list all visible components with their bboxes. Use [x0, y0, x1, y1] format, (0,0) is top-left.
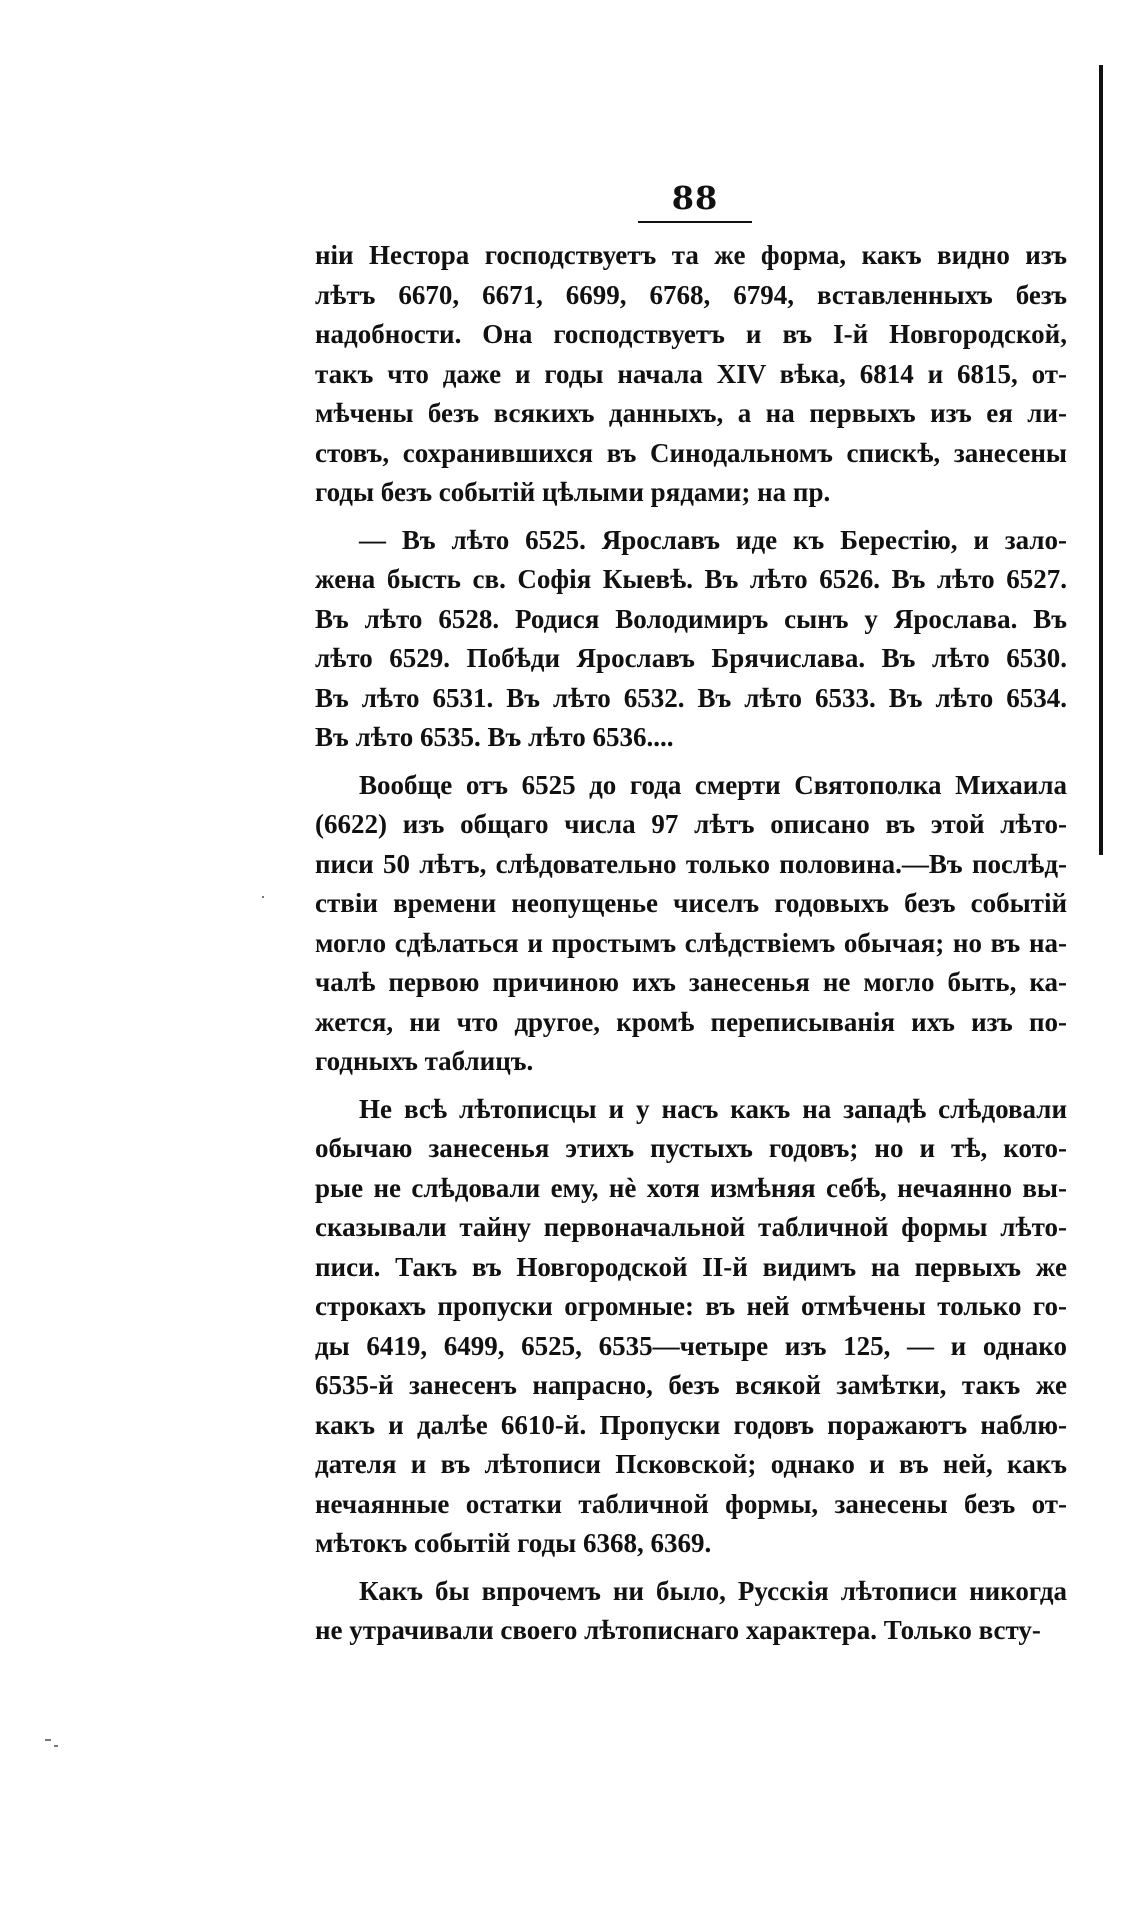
- text-line: чалѣ первою причиною ихъ занесенья не могло быть, ка-: [315, 967, 1067, 997]
- text-line: Въ лѣто 6535. Въ лѣто 6536....: [315, 722, 674, 752]
- text-line: мѣчены безъ всякихъ данныхъ, а на первыхъ изъ ея ли-: [315, 398, 1067, 428]
- text-line: стовъ, сохранившихся въ Синодальномъ спискѣ, занесены: [315, 437, 1067, 468]
- text-line: мѣтокъ событій годы 6368, 6369.: [315, 1528, 712, 1558]
- text-line: (6622) изъ общаго числа 97 лѣтъ описано въ этой лѣто-: [315, 809, 1067, 839]
- text-line: обычаю занесенья этихъ пустыхъ годовъ; но и тѣ, кото-: [315, 1133, 1067, 1163]
- paragraph: [315, 1572, 1067, 1651]
- page-number-rule: [638, 221, 752, 223]
- text-line: 6535-й занесенъ напрасно, безъ всякой замѣтки, такъ же: [315, 1370, 1067, 1400]
- scan-speck: [45, 1739, 51, 1741]
- paragraph: [315, 1090, 1067, 1564]
- text-line: Не всѣ лѣтописцы и у насъ какъ на западѣ слѣдовали: [359, 1093, 1067, 1124]
- page-number: 88: [671, 179, 719, 217]
- text-line: какъ и далѣе 6610-й. Пропуски годовъ поражаютъ наблю-: [315, 1409, 1067, 1440]
- paragraph: [315, 766, 1067, 1082]
- text-line: могло сдѣлаться и простымъ слѣдствіемъ обычая; но въ на-: [315, 927, 1067, 958]
- paragraph: [315, 521, 1067, 758]
- text-line: Въ лѣто 6528. Родися Володимиръ сынъ у Ярослава. Въ: [315, 603, 1067, 634]
- page-edge-mark: [1099, 65, 1103, 855]
- text-line: такъ что даже и годы начала XIV вѣка, 6814 и 6815, от-: [315, 358, 1067, 389]
- paragraph: [315, 236, 1067, 513]
- text-line: Вообще отъ 6525 до года смерти Святополка Михаила: [359, 769, 1067, 800]
- text-line: ды 6419, 6499, 6525, 6535—четыре изъ 125, — и однако: [315, 1330, 1067, 1361]
- scan-speck: [262, 896, 264, 898]
- text-line: годы безъ событій цѣлыми рядами; на пр.: [315, 477, 831, 507]
- text-line: сказывали тайну первоначальной табличной формы лѣто-: [315, 1212, 1067, 1242]
- text-line: строкахъ пропуски огромные: въ ней отмѣчены только го-: [315, 1291, 1067, 1321]
- text-line: нечаянные остатки табличной формы, занесены безъ от-: [315, 1488, 1067, 1519]
- text-line: не утрачивали своего лѣтописнаго характера. Только всту-: [315, 1615, 1041, 1645]
- text-line: дателя и въ лѣтописи Псковской; однако и въ ней, какъ: [315, 1449, 1067, 1479]
- body-text: [315, 236, 1067, 1659]
- text-line: лѣто 6529. Побѣди Ярославъ Брячислава. Въ лѣто 6530.: [315, 643, 1067, 673]
- text-line: Въ лѣто 6531. Въ лѣто 6532. Въ лѣто 6533. Въ лѣто 6534.: [315, 682, 1067, 713]
- text-line: годныхъ таблицъ.: [315, 1046, 534, 1076]
- text-line: жется, ни что другое, кромѣ переписыванія ихъ изъ по-: [315, 1006, 1067, 1037]
- text-line: писи. Такъ въ Новгородской II-й видимъ на первыхъ же: [315, 1251, 1067, 1282]
- text-line: — Въ лѣто 6525. Ярославъ иде къ Берестію, и зало-: [359, 524, 1067, 555]
- text-line: надобности. Она господствуетъ и въ I-й Новгородской,: [315, 319, 1067, 349]
- text-line: писи 50 лѣтъ, слѣдовательно только половина.—Въ послѣд-: [315, 848, 1067, 879]
- text-line: лѣтъ 6670, 6671, 6699, 6768, 6794, вставленныхъ безъ: [315, 279, 1067, 310]
- text-line: ствіи времени неопущенье чиселъ годовыхъ безъ событій: [315, 888, 1067, 918]
- text-line: ніи Нестора господствуетъ та же форма, какъ видно изъ: [315, 240, 1067, 270]
- text-line: рые не слѣдовали ему, нѐ хотя измѣняя себѣ, нечаянно вы-: [315, 1172, 1067, 1203]
- scan-speck: [54, 1745, 58, 1747]
- text-line: Какъ бы впрочемъ ни было, Русскія лѣтописи никогда: [359, 1575, 1067, 1606]
- text-line: жена бысть св. Софія Кыевѣ. Въ лѣто 6526. Въ лѣто 6527.: [315, 564, 1067, 594]
